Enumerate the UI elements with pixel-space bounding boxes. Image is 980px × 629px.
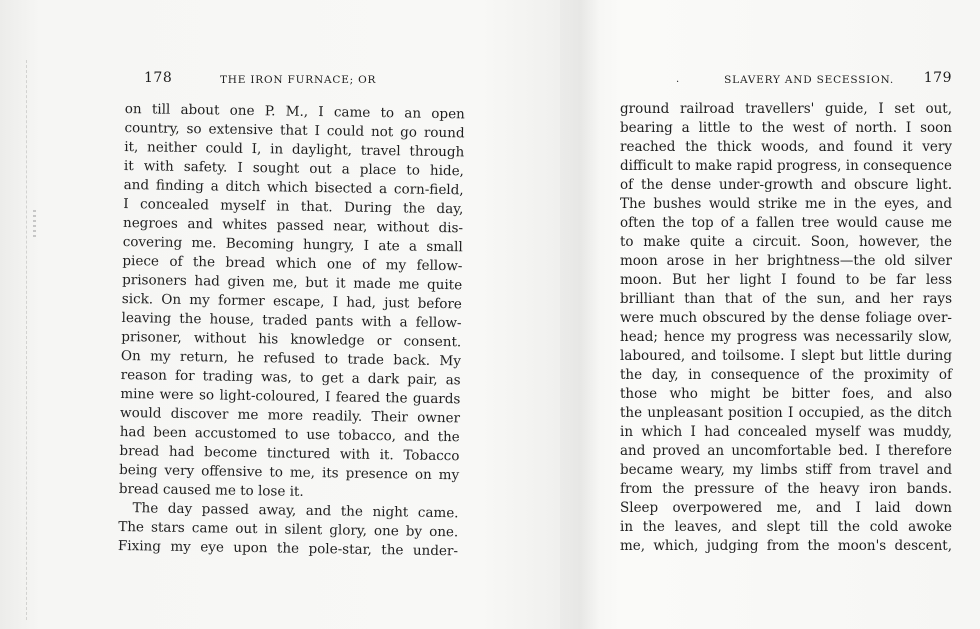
left-running-head-title: THE IRON FURNACE; OR	[220, 74, 377, 86]
right-running-head	[620, 70, 952, 90]
left-text-line: country, so extensive that I could not go round	[124, 119, 465, 142]
right-head-mark: .	[676, 74, 680, 85]
left-text-line: on till about one P. M., I came to an open	[124, 100, 465, 123]
scan-speck-mark	[33, 210, 36, 240]
right-text-line: often the top of a fallen tree would cause me	[620, 215, 952, 231]
right-text-line: from the pressure of the heavy iron bands.	[620, 481, 952, 497]
left-text-line: On my return, he refused to trade back. My	[120, 347, 462, 370]
left-text-line: reason for trading was, to get a dark pair, as	[120, 366, 461, 389]
right-text-line: ground railroad travellers' guide, I set out,	[620, 101, 952, 117]
left-text-line: Fixing my eye upon the pole-star, the under-	[117, 537, 459, 560]
right-text-line: difficult to make rapid progress, in consequence	[620, 158, 952, 174]
right-text-line: reached the thick woods, and found it very	[620, 139, 952, 155]
left-text-line: prisoners had given me, but it made me quite	[122, 271, 463, 294]
left-text-line: and finding a ditch which bisected a corn-field,	[123, 176, 464, 199]
gutter-shadow	[560, 0, 600, 629]
left-text-line: being very offensive to me, its presence on my	[119, 461, 460, 484]
right-text-line: Sleep overpowered me, and I laid down	[620, 500, 952, 516]
scan-edge-mark	[26, 60, 31, 620]
right-text-line: the unpleasant position I occupied, as the ditch	[620, 405, 952, 421]
left-text-line: bread caused me to lose it.	[118, 480, 304, 500]
left-text-line: prisoner, without his knowledge or consent.	[121, 328, 462, 351]
right-text-line: of the dense under-growth and obscure light.	[620, 177, 952, 193]
right-text-line: head; hence my progress was necessarily slow,	[620, 329, 952, 345]
right-text-line: to make quite a circuit. Soon, however, the	[620, 234, 952, 250]
right-text-line: and proved an uncomfortable bed. I therefore	[620, 443, 952, 459]
right-text-line: the day, in consequence of the proximity of	[620, 367, 952, 383]
left-text-line: leaving the house, traded pants with a fellow-	[121, 309, 462, 332]
right-text-line: moon arose in her brightness—the old silver	[620, 253, 952, 269]
left-text-line: piece of the bread which one of my fellow-	[122, 252, 463, 275]
left-text-line: negroes and whites passed near, without dis-	[122, 214, 464, 237]
left-text-line: would discover me more readily. Their owner	[119, 404, 461, 427]
left-text-line: sick. On my former escape, I had, just before	[121, 290, 462, 313]
right-text-line: bearing a little to the west of north. I soon	[620, 120, 952, 136]
right-text-line: those who might be bitter foes, and also	[620, 386, 952, 402]
right-text-line: were much obscured by the dense foliage over-	[620, 310, 952, 326]
left-text-line: mine were so light-coloured, I feared the guards	[120, 385, 461, 408]
left-text-line: covering me. Becoming hungry, I ate a small	[122, 233, 463, 256]
left-text-line: The stars came out in silent glory, one by one.	[118, 518, 459, 541]
left-page-number: 178	[144, 70, 173, 86]
left-running-head	[125, 70, 465, 90]
right-text-line: brilliant than that of the sun, and her rays	[620, 291, 952, 307]
left-text-line: had been accustomed to use tobacco, and the	[119, 423, 460, 446]
right-page	[620, 0, 952, 629]
left-text-line: The day passed away, and the night came.	[132, 500, 459, 522]
right-text-line: became weary, my limbs stiff from travel and	[620, 462, 952, 478]
left-text-line: bread had become tinctured with it. Tobacco	[119, 442, 460, 465]
right-page-number: 179	[923, 70, 952, 86]
left-text-line: I concealed myself in that. During the day,	[123, 195, 464, 218]
right-page-text	[620, 100, 952, 556]
right-text-line: me, which, judging from the moon's descent,	[620, 538, 952, 554]
right-running-head-title: SLAVERY AND SECESSION.	[724, 74, 894, 86]
left-page	[117, 0, 465, 629]
right-text-line: moon. But her light I found to be far less	[620, 272, 952, 288]
right-text-line: laboured, and toilsome. I slept but little during	[620, 348, 952, 364]
right-text-line: in the leaves, and slept till the cold awoke	[620, 519, 952, 535]
left-text-line: it with safety. I sought out a place to hide,	[123, 157, 465, 180]
left-page-text	[118, 100, 465, 561]
right-text-line: The bushes would strike me in the eyes, and	[620, 196, 952, 212]
right-text-line: in which I had concealed myself was muddy,	[620, 424, 952, 440]
left-text-line: it, neither could I, in daylight, travel through	[124, 138, 465, 161]
